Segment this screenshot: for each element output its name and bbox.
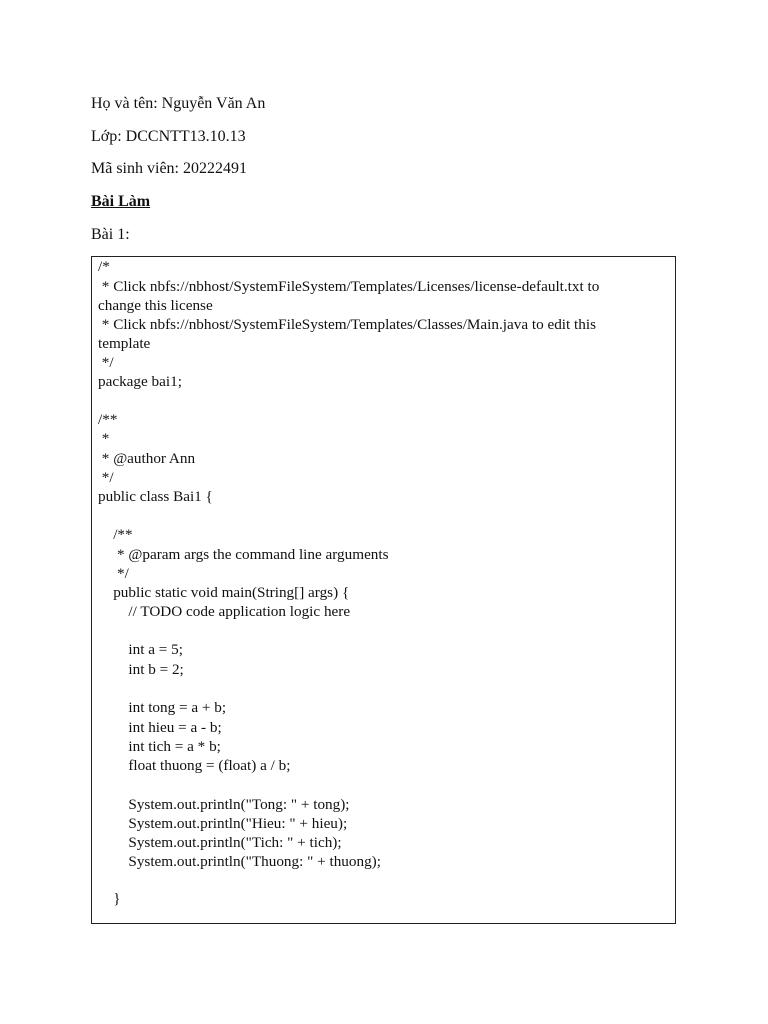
code-line: public static void main(String[] args) {: [98, 584, 350, 601]
code-line: }: [98, 890, 121, 907]
student-class: Lớp: DCCNTT13.10.13: [91, 128, 246, 145]
exercise-label: Bài 1:: [91, 226, 130, 243]
code-line: * Click nbfs://nbhost/SystemFileSystem/Templates/Licenses/license-default.txt to: [98, 278, 600, 295]
code-line: /**: [98, 411, 118, 428]
code-line: *: [98, 430, 110, 447]
code-line: int a = 5;: [98, 641, 183, 658]
code-line: int b = 2;: [98, 661, 184, 678]
code-line: /**: [98, 526, 133, 543]
code-line: * Click nbfs://nbhost/SystemFileSystem/Templates/Classes/Main.java to edit this: [98, 316, 596, 333]
code-line: System.out.println("Tich: " + tich);: [98, 834, 342, 851]
code-line: int hieu = a - b;: [98, 719, 222, 736]
code-line: System.out.println("Thuong: " + thuong);: [98, 853, 381, 870]
code-line: package bai1;: [98, 373, 182, 390]
section-heading: Bài Làm: [91, 193, 151, 210]
code-line: System.out.println("Tong: " + tong);: [98, 796, 350, 813]
code-line: */: [98, 565, 129, 582]
code-line: System.out.println("Hieu: " + hieu);: [98, 815, 348, 832]
code-line: // TODO code application logic here: [98, 603, 351, 620]
student-id: Mã sinh viên: 20222491: [91, 160, 247, 177]
code-line: */: [98, 354, 114, 371]
code-line: int tich = a * b;: [98, 738, 221, 755]
code-line: /*: [98, 258, 110, 275]
code-line: change this license: [98, 297, 213, 314]
code-line: * @author Ann: [98, 450, 196, 467]
code-block: [91, 256, 676, 924]
code-line: */: [98, 469, 114, 486]
code-line: template: [98, 335, 151, 352]
code-line: float thuong = (float) a / b;: [98, 757, 291, 774]
code-line: public class Bai1 {: [98, 488, 213, 505]
student-name: Họ và tên: Nguyễn Văn An: [91, 95, 266, 112]
code-line: * @param args the command line arguments: [98, 546, 389, 563]
code-line: int tong = a + b;: [98, 699, 227, 716]
